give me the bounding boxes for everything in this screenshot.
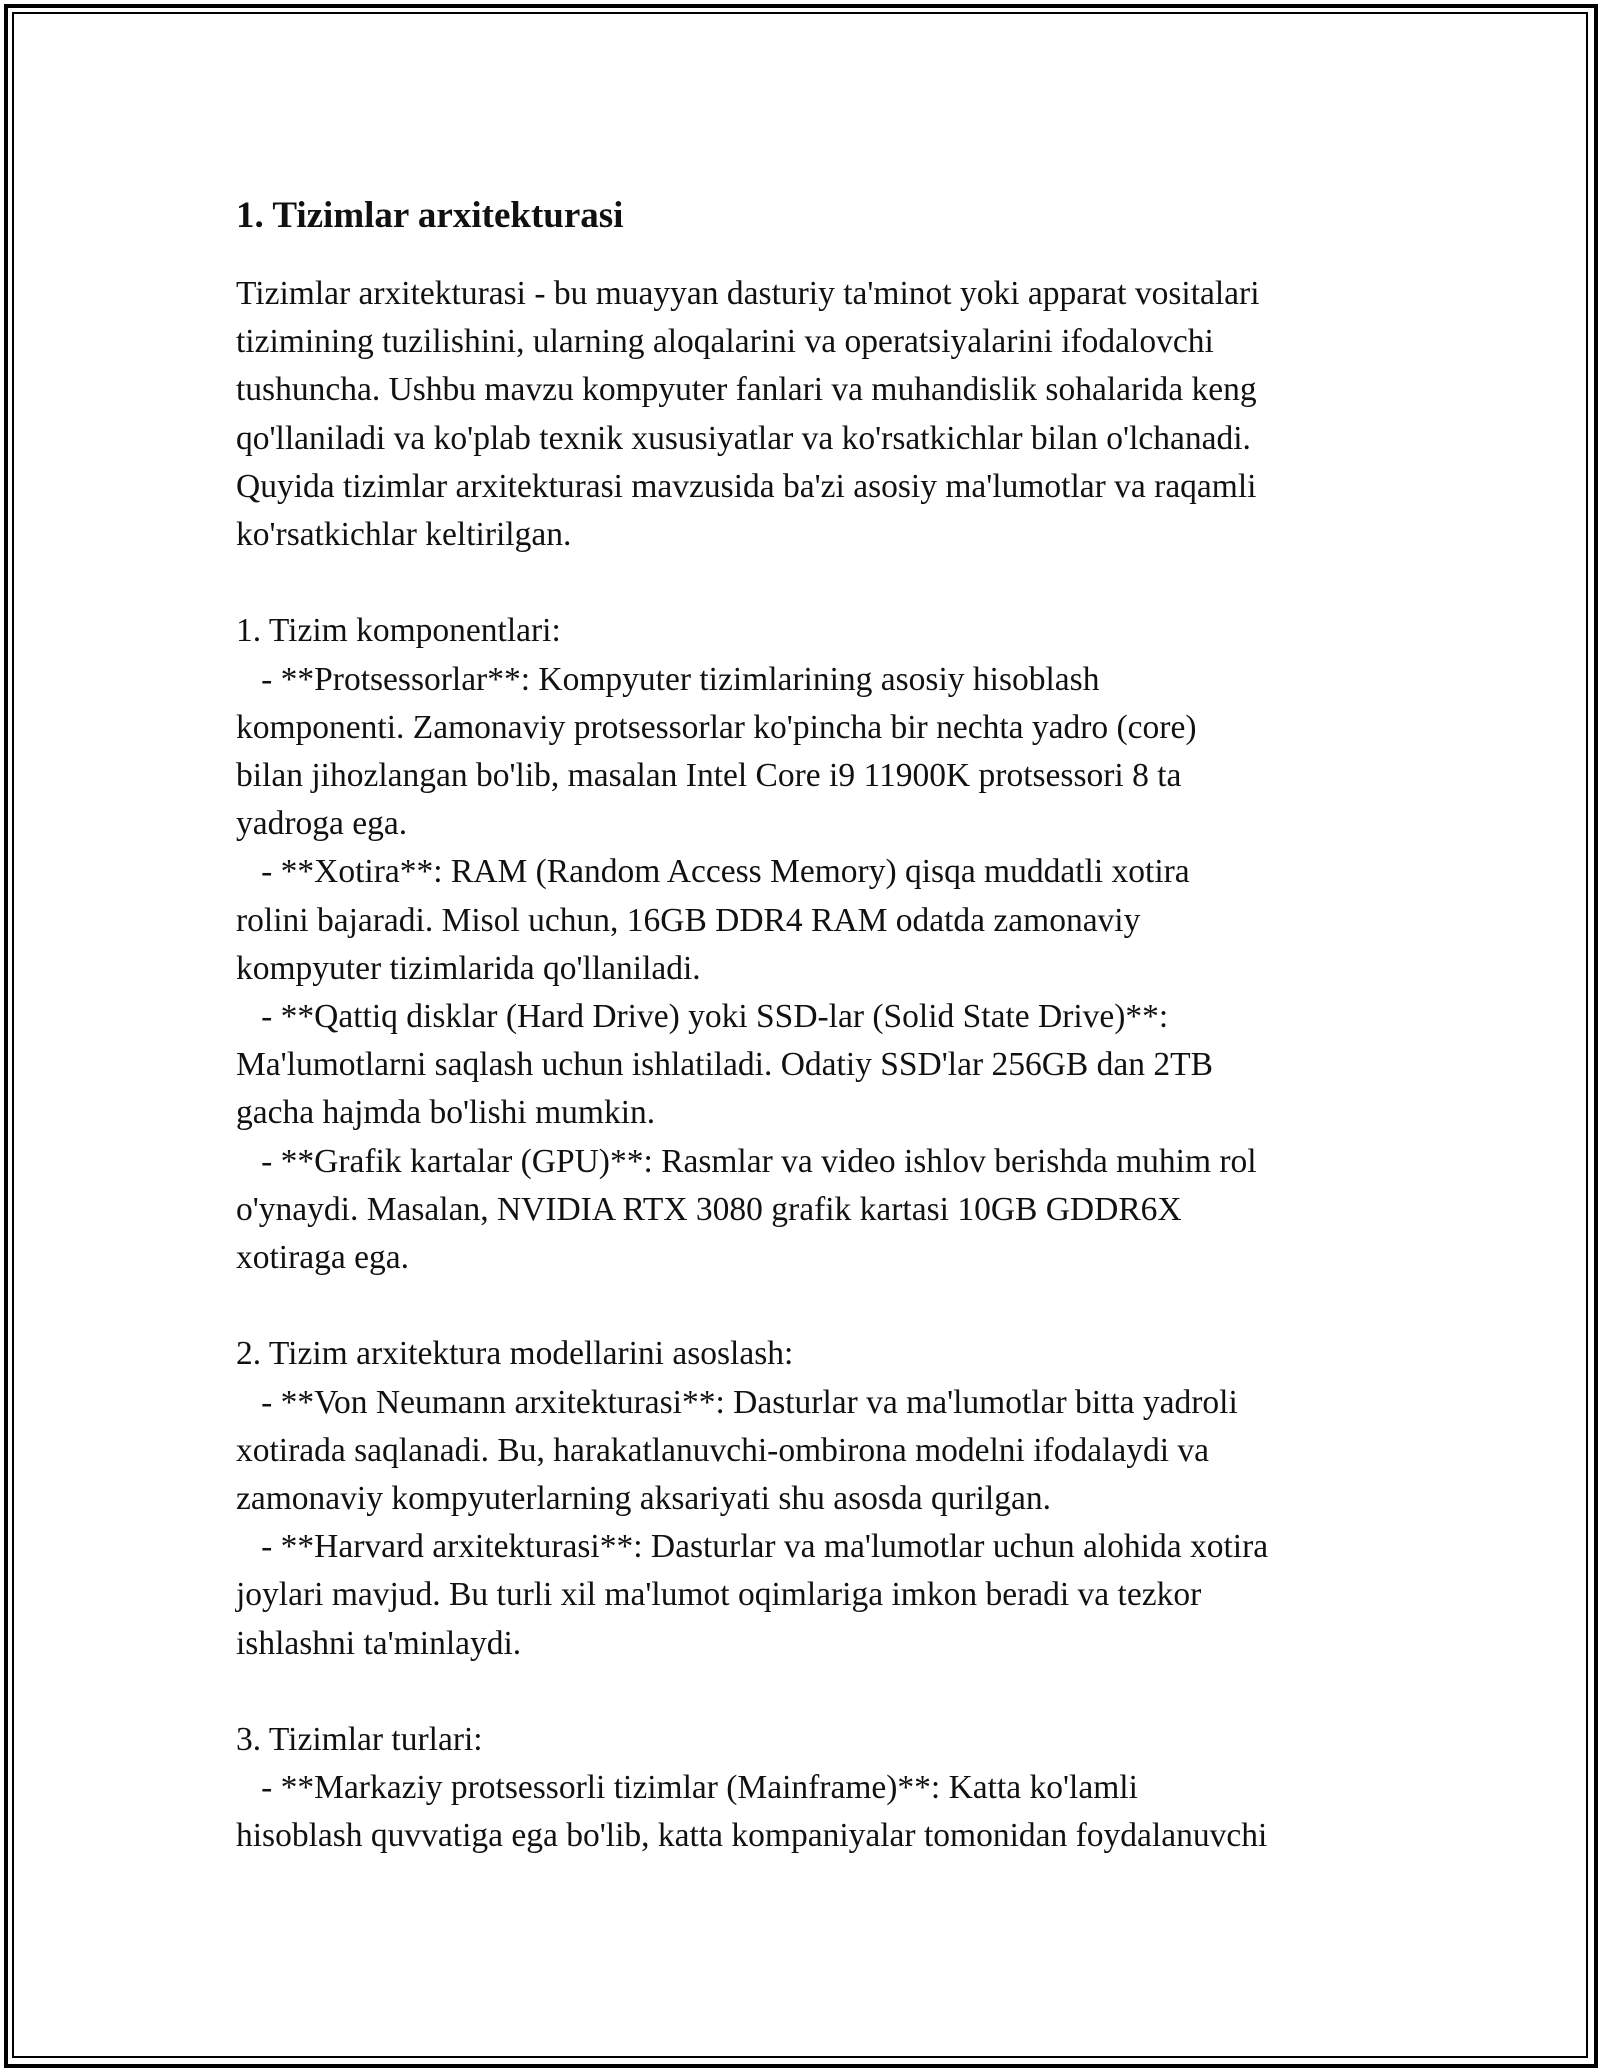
text-line: o'ynaydi. Masalan, NVIDIA RTX 3080 grafik kartasi 10GB GDDR6X xyxy=(236,1190,1182,1228)
text-line: - **Xotira**: RAM (Random Access Memory) qisqa muddatli xotira xyxy=(236,853,1190,891)
text-line: yadroga ega. xyxy=(236,805,408,843)
blank-line xyxy=(236,1668,1386,1716)
text-line: bilan jihozlangan bo'lib, masalan Intel Core i9 11900K protsessori 8 ta xyxy=(236,757,1182,795)
text-line: - **Harvard arxitekturasi**: Dasturlar va ma'lumotlar uchun alohida xotira xyxy=(236,1528,1269,1566)
document-content xyxy=(236,186,1386,1861)
text-line: Quyida tizimlar arxitekturasi mavzusida ba'zi asosiy ma'lumotlar va raqamli xyxy=(236,467,1257,505)
text-line: xotiraga ega. xyxy=(236,1239,409,1277)
text-line: kompyuter tizimlarida qo'llaniladi. xyxy=(236,949,701,987)
text-line: - **Qattiq disklar (Hard Drive) yoki SSD-lar (Solid State Drive)**: xyxy=(236,998,1169,1036)
document-body xyxy=(236,270,1386,1861)
text-line: rolini bajaradi. Misol uchun, 16GB DDR4 RAM odatda zamonaviy xyxy=(236,901,1141,939)
document-title: 1. Tizimlar arxitekturasi xyxy=(236,195,624,236)
text-line: 2. Tizim arxitektura modellarini asoslash: xyxy=(236,1335,794,1373)
text-line: komponenti. Zamonaviy protsessorlar ko'pincha bir nechta yadro (core) xyxy=(236,708,1197,746)
text-line: qo'llaniladi va ko'plab texnik xususiyatlar va ko'rsatkichlar bilan o'lchanadi. xyxy=(236,419,1251,457)
text-line: zamonaviy kompyuterlarning aksariyati shu asosda qurilgan. xyxy=(236,1480,1051,1518)
text-line: xotirada saqlanadi. Bu, harakatlanuvchi-ombirona modelni ifodalaydi va xyxy=(236,1431,1210,1469)
text-line: gacha hajmda bo'lishi mumkin. xyxy=(236,1094,656,1132)
text-line: Tizimlar arxitekturasi - bu muayyan dasturiy ta'minot yoki apparat vositalari xyxy=(236,275,1260,312)
blank-line xyxy=(236,1282,1386,1330)
text-line: tushuncha. Ushbu mavzu kompyuter fanlari va muhandislik sohalarida keng xyxy=(236,371,1257,409)
text-line: ishlashni ta'minlaydi. xyxy=(236,1624,522,1662)
text-line: tizimining tuzilishini, ularning aloqalarini va operatsiyalarini ifodalovchi xyxy=(236,323,1214,361)
text-line: 1. Tizim komponentlari: xyxy=(236,612,561,650)
text-line: - **Protsessorlar**: Kompyuter tizimlarining asosiy hisoblash xyxy=(236,660,1100,698)
text-line: ko'rsatkichlar keltirilgan. xyxy=(236,516,572,554)
text-line: 3. Tizimlar turlari: xyxy=(236,1721,483,1759)
text-line: joylari mavjud. Bu turli xil ma'lumot oqimlariga imkon beradi va tezkor xyxy=(236,1576,1202,1614)
text-line: - **Von Neumann arxitekturasi**: Dasturlar va ma'lumotlar bitta yadroli xyxy=(236,1383,1238,1421)
blank-line xyxy=(236,559,1386,607)
text-line: - **Grafik kartalar (GPU)**: Rasmlar va video ishlov berishda muhim rol xyxy=(236,1142,1257,1180)
text-line: hisoblash quvvatiga ega bo'lib, katta kompaniyalar tomonidan foydalanuvchi xyxy=(236,1817,1268,1855)
text-line: - **Markaziy protsessorli tizimlar (Mainframe)**: Katta ko'lamli xyxy=(236,1769,1138,1807)
text-line: Ma'lumotlarni saqlash uchun ishlatiladi. Odatiy SSD'lar 256GB dan 2TB xyxy=(236,1046,1213,1084)
